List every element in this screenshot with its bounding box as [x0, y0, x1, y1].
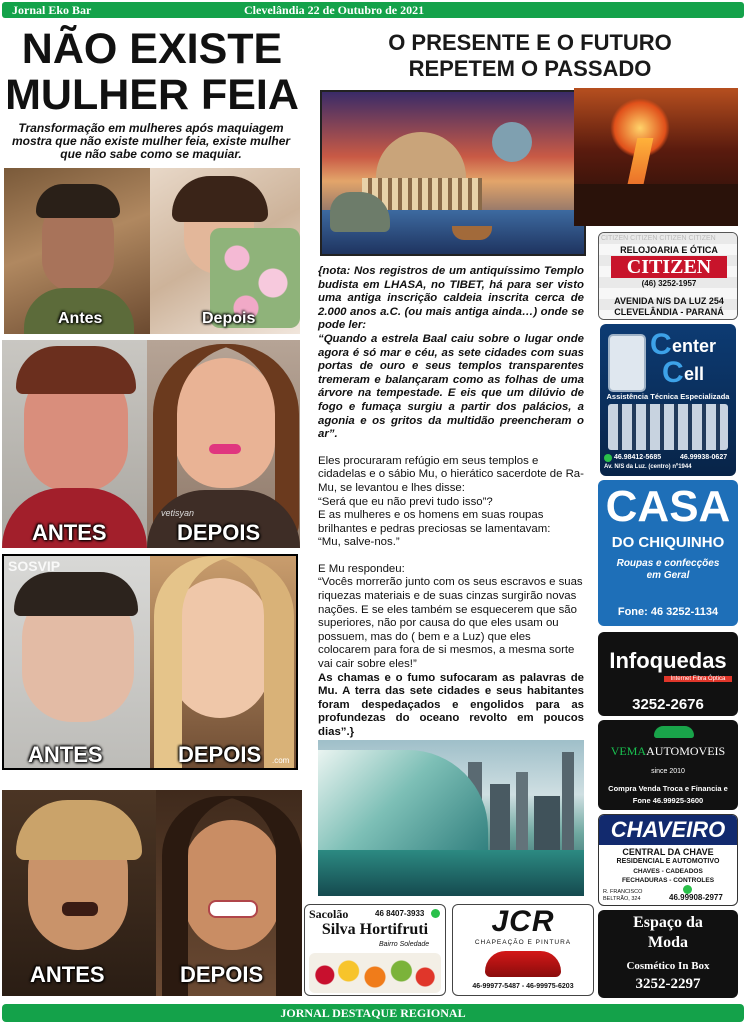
volcano-photo [574, 88, 738, 226]
car-icon [654, 726, 694, 738]
vema-desc2: Fone 46.99925-3600 [632, 796, 704, 805]
center-sub: Assistência Técnica Especializada [606, 392, 730, 401]
article-paragraph: “Será que eu não previ tudo isso”? [318, 495, 493, 508]
tsunami-city-photo [318, 740, 584, 896]
article-body [318, 265, 584, 740]
infoquedas-phone: 3252-2676 [632, 696, 704, 713]
before-label: ANTES [28, 742, 103, 767]
chaveiro-phone: 46.99908-2977 [669, 893, 723, 902]
spacer [318, 550, 584, 563]
citizen-addr1: AVENIDA N/S DA LUZ 254 [614, 296, 724, 306]
article-paragraph: Eles procuraram refúgio em seus templos e cidadelas e o sábio Mu, o hierático sacerdote de Ra-Mu, se levantou e lhes disse: [318, 454, 584, 494]
center-phone-1: 46.98412-5685 [614, 454, 662, 461]
after-photo-3 [150, 556, 296, 768]
issue-date: Clevelândia 22 de Outubro de 2021 [244, 3, 425, 17]
footer-bar: JORNAL DESTAQUE REGIONAL [2, 1004, 744, 1022]
car-image [485, 951, 561, 977]
article-paragraph: E as mulheres e os homens em suas roupas brilhantes e pedras preciosas se lamentavam: [318, 509, 551, 535]
infoquedas-tag: Internet Fibra Óptica [664, 676, 732, 682]
article-headline-line-1: O PRESENTE E O FUTURO [388, 30, 672, 55]
newspaper-name: Jornal Eko Bar [12, 3, 92, 17]
article-headline [316, 30, 744, 82]
photo-credit: vetisyan [161, 508, 195, 518]
chaveiro-addr1: R. FRANCISCO [603, 889, 643, 895]
center-name-2: ell [684, 364, 705, 384]
moda-l1: Espaço da [633, 914, 703, 931]
chaveiro-addr2: BELTRÃO, 324 [603, 896, 641, 902]
after-label: Depois [202, 310, 256, 327]
casa-l4: em Geral [646, 570, 690, 581]
jcr-phones: 46-99977-5487 - 46-99975-6203 [472, 983, 574, 990]
before-photo-3 [4, 556, 150, 768]
citizen-pattern: CITIZEN CITIZEN CITIZEN CITIZEN [601, 235, 716, 242]
ad-sacolao[interactable] [304, 904, 446, 996]
whatsapp-icon [604, 454, 612, 462]
watermark: SOSVIP [8, 558, 61, 574]
spacer [318, 442, 584, 455]
ad-center-cell[interactable] [600, 324, 736, 476]
casa-l3: Roupas e confecções [616, 558, 720, 569]
chaveiro-title: CHAVEIRO [599, 815, 737, 845]
article-headline-line-2: REPETEM O PASSADO [408, 56, 652, 81]
jcr-logo: JCR [491, 905, 555, 938]
article-note: {nota: Nos registros de um antiquíssimo Templo budista em LHASA, no TIBET, há para ser visto uma antiga inscrição caldeia inscrita cerca de 2.000 anos a.C. (ou mais antiga ainda…) onde se pode ler: [318, 265, 584, 332]
article-paragraph: “Vocês morrerão junto com os seus escravos e suas riquezas materiais e de suas cinzas surgirão novas nações. E se eles também se esquecerem que são superiores, não por causa do que eles usam ou possuem, mas do ( bem e a Luz) que eles colocarem para fora de si mesmos, a mesma sorte vai cair sobre eles!” [318, 576, 583, 671]
sacolao-phone: 46 8407-3933 [375, 909, 425, 918]
headline-line-2: MULHER FEIA [5, 71, 299, 119]
before-photo-4 [2, 790, 156, 996]
before-photo-2 [2, 340, 147, 548]
ad-jcr[interactable] [452, 904, 594, 996]
center-phone-2: 46.99938-0627 [680, 454, 728, 461]
fruits-image [309, 953, 441, 993]
sacolao-l1: Sacolão [309, 907, 349, 921]
chaveiro-sub4: FECHADURAS - CONTROLES [621, 877, 715, 884]
vema-name-2: AUTOMOVEIS [646, 744, 726, 758]
before-label: ANTES [32, 520, 107, 545]
sacolao-l3: Bairro Soledade [379, 941, 430, 948]
after-photo-4 [156, 790, 302, 996]
before-photo-1 [4, 168, 150, 334]
vema-since: since 2010 [651, 768, 685, 775]
before-label: Antes [58, 310, 103, 327]
left-headline [4, 26, 300, 118]
ad-espaco-moda[interactable] [598, 910, 738, 998]
before-label: ANTES [30, 962, 105, 987]
header-bar [2, 2, 744, 18]
center-c-letter: C [650, 328, 672, 361]
citizen-top: RELOJOARIA E ÓTICA [620, 245, 718, 255]
headline-line-1: NÃO EXISTE [21, 25, 283, 73]
phones-row [608, 404, 728, 450]
citizen-addr2: CLEVELÂNDIA - PARANÁ [614, 307, 724, 317]
atlantis-illustration [320, 90, 586, 256]
after-label: DEPOIS [178, 742, 262, 767]
citizen-phone: (46) 3252-1957 [641, 279, 697, 288]
ad-vema[interactable] [598, 720, 738, 810]
phone-icon [608, 334, 646, 392]
photo-credit: .com [272, 756, 290, 765]
article-paragraph: E Mu respondeu: [318, 562, 405, 575]
moda-l3: Cosmético In Box [626, 960, 710, 972]
after-photo-1 [150, 168, 300, 334]
chaveiro-sub1: CENTRAL DA CHAVE [622, 847, 714, 857]
article-closing: As chamas e o fumo sufocaram as palavras de Mu. A terra das sete cidades e seus habitantes foram despedaçados e engolidos para as profundezas do oceano revolto em poucos dias”.} [318, 671, 584, 738]
center-addr: Av. N/S da Luz. (centro) nº1944 [604, 464, 692, 470]
left-subtitle: Transformação em mulheres após maquiagem mostra que não existe mulher feia, existe mulher que não sabe como se maquiar. [11, 121, 291, 161]
vema-desc1: Compra Venda Troca e Financia e [608, 784, 728, 793]
ad-citizen[interactable] [598, 232, 738, 320]
article-quote: “Quando a estrela Baal caiu sobre o lugar onde agora é só mar e céu, as sete cidades com suas portas de ouro e seus templos transparentes tremeram e balançaram como as folhas de uma árvore na tempestade. E eis que um dilúvio de fogo e fumaça surgiu a partir dos palácios, a agonia e os gritos da multidão preencheram o ar”. [318, 332, 584, 441]
sacolao-l2: Silva Hortifruti [321, 921, 429, 938]
after-label: DEPOIS [180, 962, 264, 987]
center-c-letter-2: C [662, 356, 684, 389]
chaveiro-sub3: CHAVES - CADEADOS [633, 868, 703, 875]
casa-phone: Fone: 46 3252-1134 [617, 606, 719, 618]
vema-name-1: VEMA [610, 744, 647, 758]
vema-name [598, 744, 738, 759]
whatsapp-icon [431, 909, 440, 918]
casa-l1: CASA [605, 482, 731, 531]
ad-casa-chiquinho[interactable] [598, 480, 738, 626]
citizen-name: CITIZEN [611, 256, 727, 278]
after-photo-2 [147, 340, 300, 548]
center-name-1: enter [672, 336, 717, 356]
ad-chaveiro[interactable] [598, 814, 738, 906]
moda-l2: Moda [648, 934, 688, 951]
article-paragraph: “Mu, salve-nos.” [318, 536, 400, 549]
casa-l2: DO CHIQUINHO [611, 534, 725, 551]
jcr-sub: CHAPEAÇÃO E PINTURA [474, 939, 572, 946]
moda-phone: 3252-2297 [635, 976, 701, 992]
infoquedas-name: Infoquedas [609, 648, 727, 673]
after-label: DEPOIS [177, 520, 261, 545]
ad-infoquedas[interactable] [598, 632, 738, 716]
chaveiro-sub2: RESIDENCIAL E AUTOMOTIVO [616, 858, 720, 865]
